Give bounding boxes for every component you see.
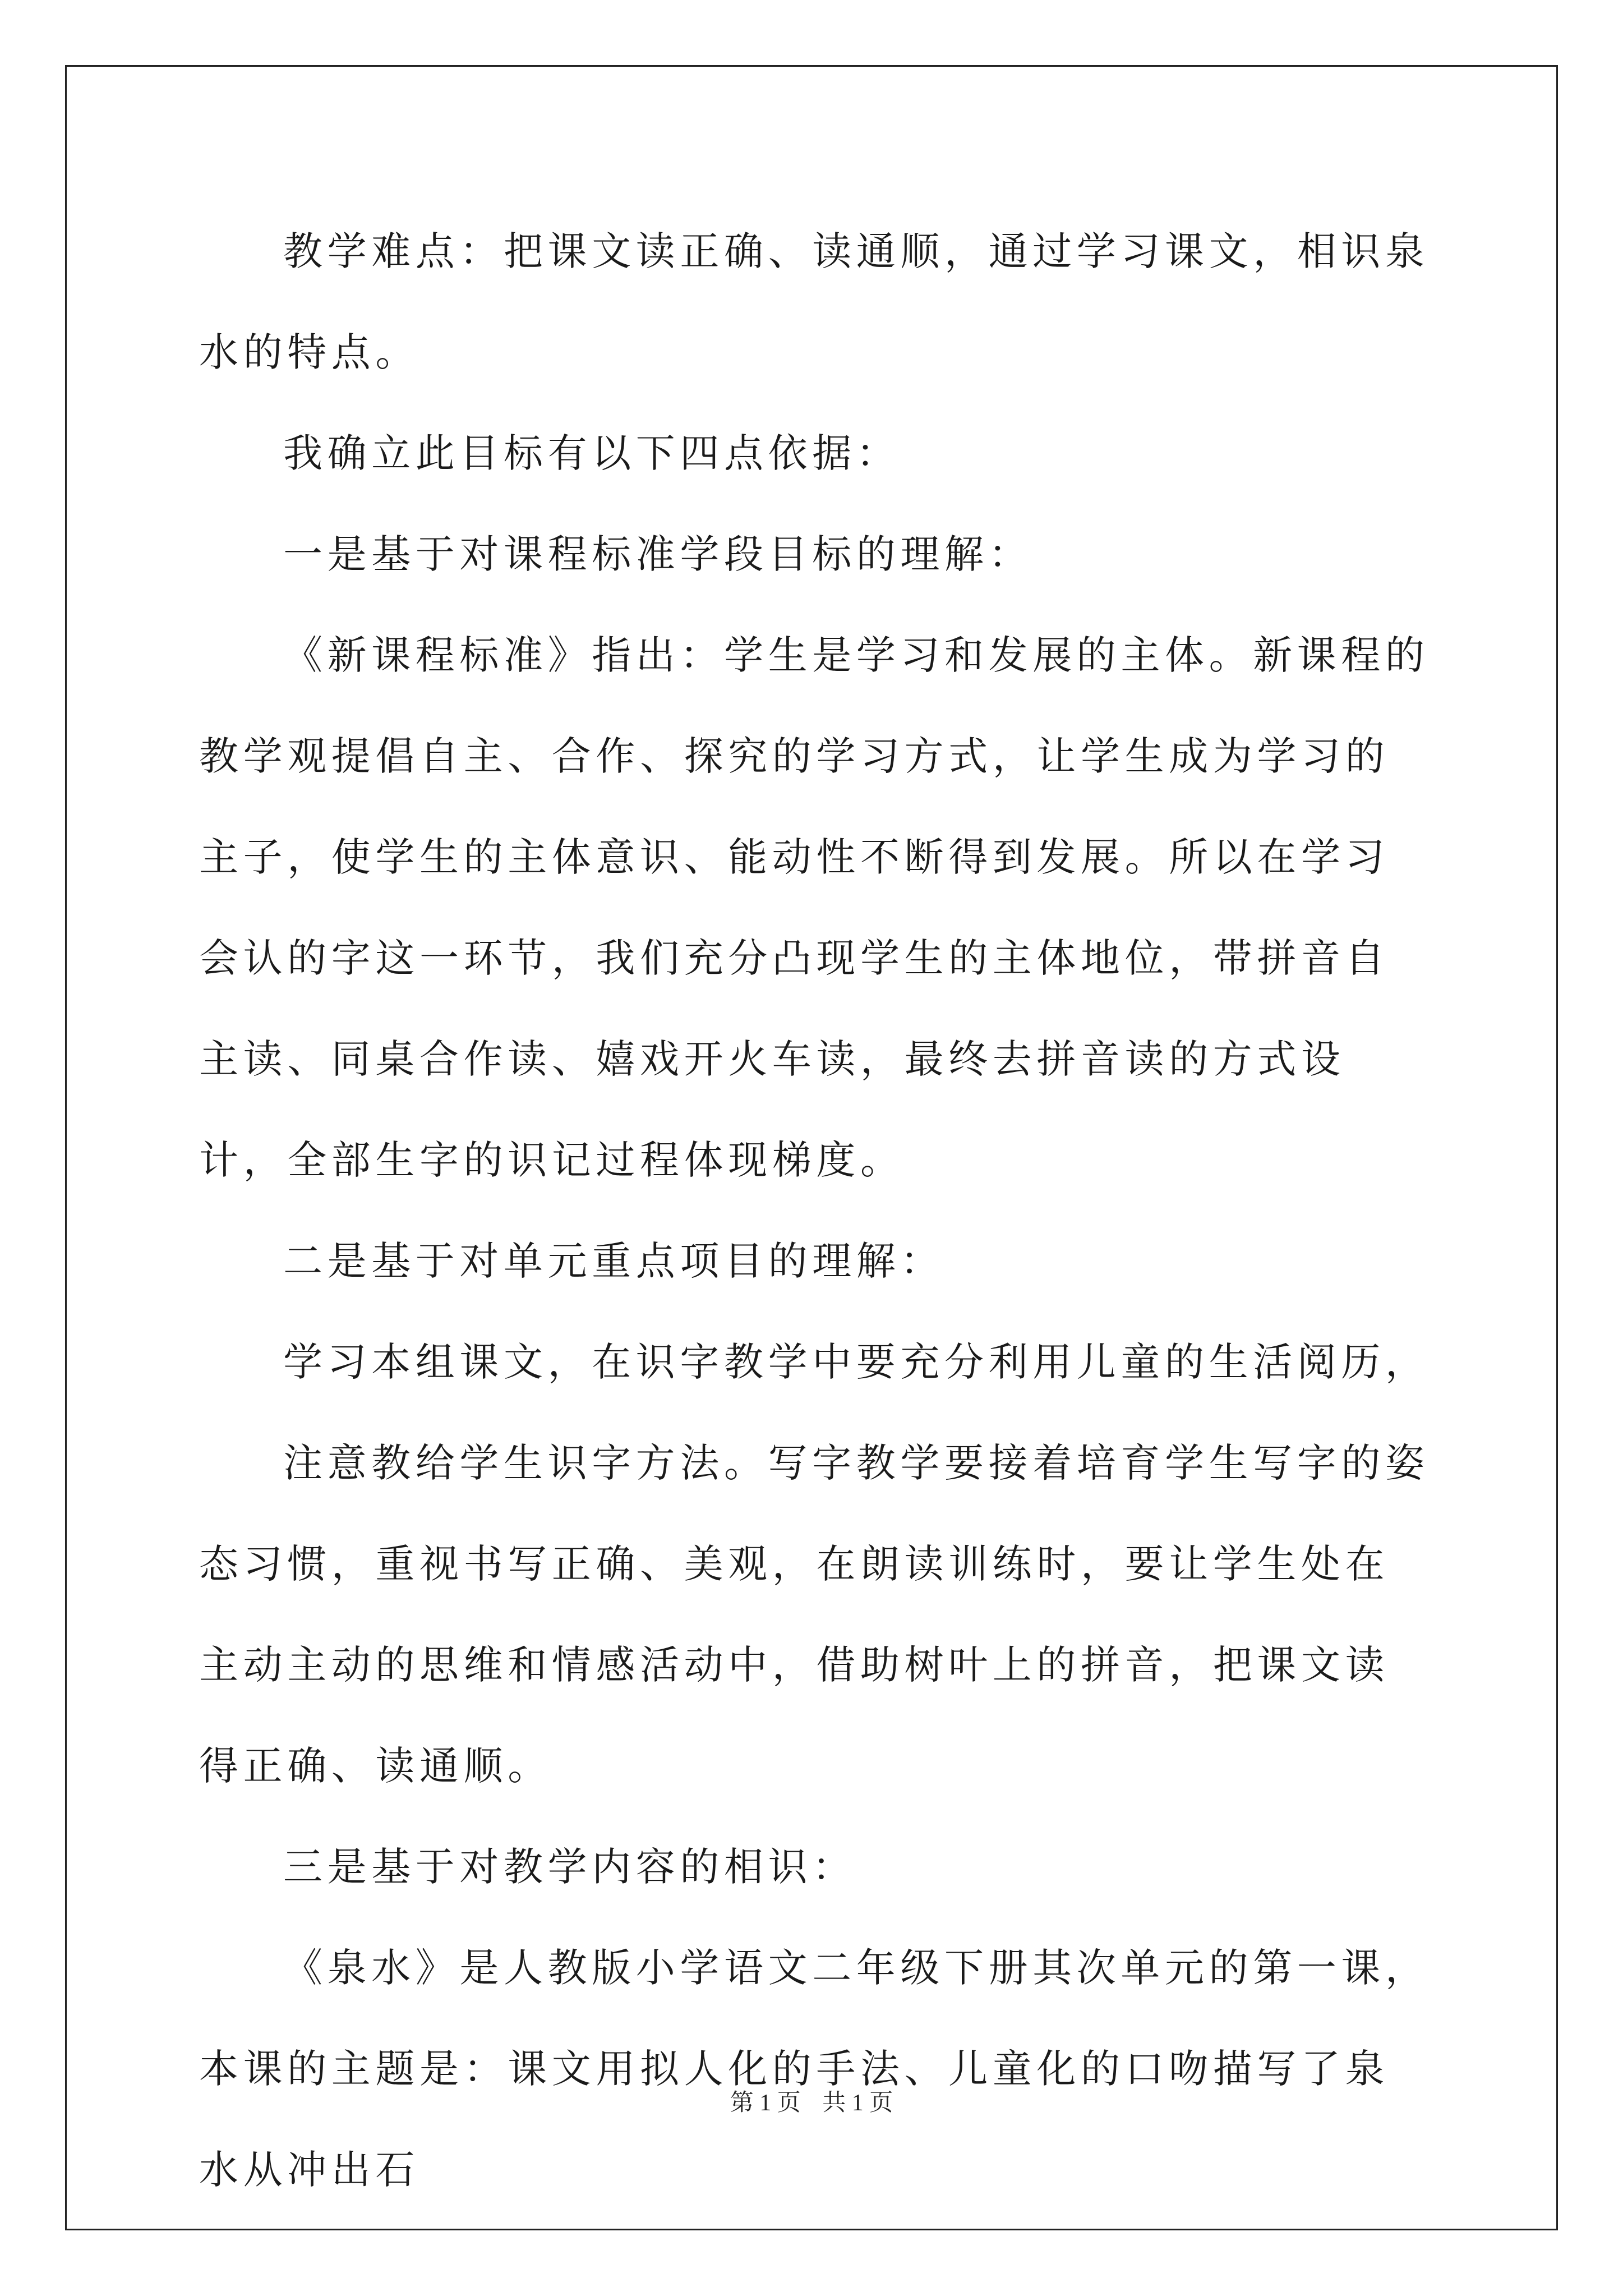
paragraph-basis-three-body: 《泉水》是人教版小学语文二年级下册其次单元的第一课，本课的主题是：课文用拟人化的手法、儿童化的口吻描写了泉水从冲出石 (199, 1945, 1430, 2193)
paragraph-basis-two-body-b: 注意教给学生识字方法。写字教学要接着培育学生写字的姿态习惯，重视书写正确、美观，在朗读训练时，要让学生处在主动主动的思维和情感活动中，借助树叶上的拼音，把课文读得正确、读通顺。 (199, 1440, 1430, 1789)
paragraph-teaching-difficulty: 教学难点：把课文读正确、读通顺，通过学习课文，相识泉水的特点。 (199, 228, 1430, 375)
paragraph-basis-one-body: 《新课程标准》指出：学生是学习和发展的主体。新课程的教学观提倡自主、合作、探究的学习方式，让学生成为学习的主子，使学生的主体意识、能动性不断得到发展。所以在学习会认的字这一环节，我们充分凸现学生的主体地位，带拼音自主读、同桌合作读、嬉戏开火车读，最终去拼音读的方式设计，全部生字的识记过程体现梯度。 (199, 632, 1430, 1183)
paragraph-basis-three-heading: 三是基于对教学内容的相识： (283, 1844, 856, 1890)
paragraph-basis-one-heading: 一是基于对课程标准学段目标的理解： (283, 531, 1033, 577)
paragraph-basis-intro: 我确立此目标有以下四点依据： (283, 430, 901, 476)
paragraph-basis-two-heading: 二是基于对单元重点项目的理解： (283, 1238, 944, 1284)
paragraph-basis-two-body-a: 学习本组课文，在识字教学中要充分利用儿童的生活阅历， (283, 1339, 1430, 1385)
document-body (199, 201, 1430, 2220)
page-total: 共 1 页 (822, 2090, 893, 2116)
page-footer (0, 2084, 1623, 2118)
page-number: 第 1 页 (730, 2090, 801, 2116)
